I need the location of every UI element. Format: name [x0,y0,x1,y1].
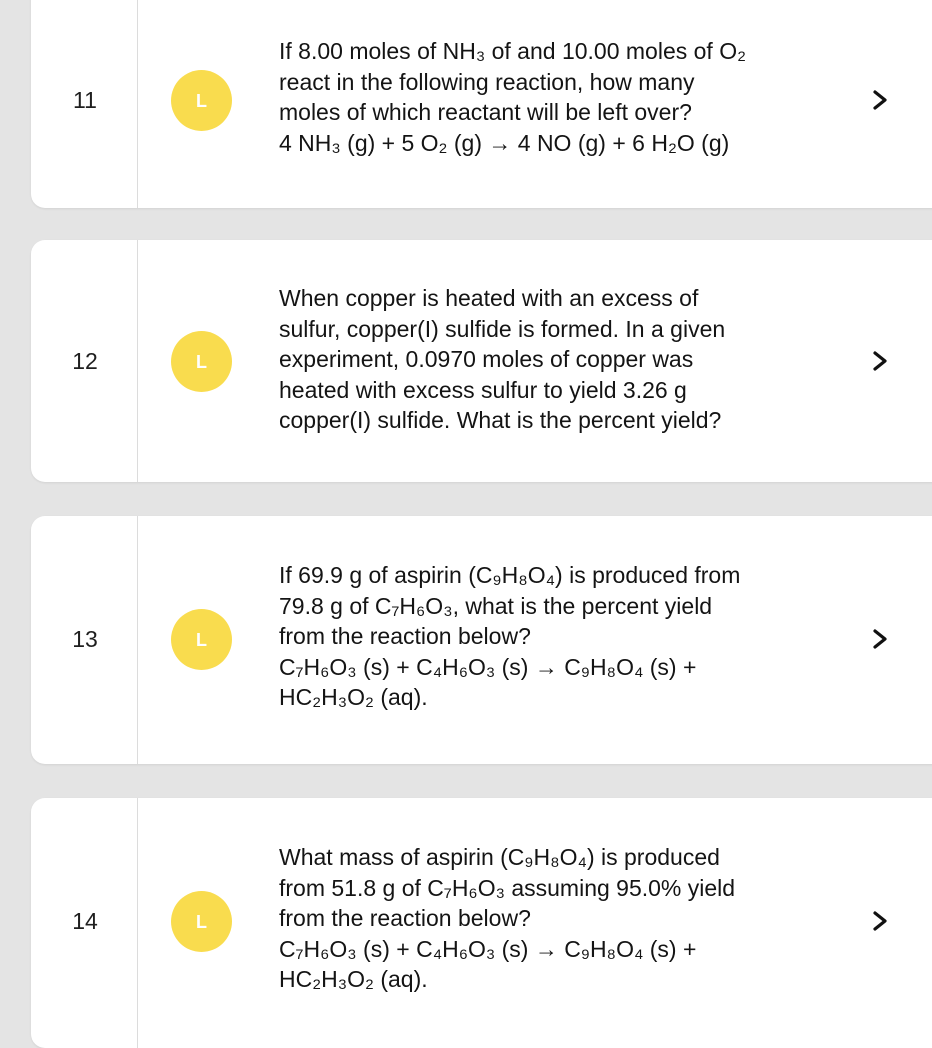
question-text [279,842,827,995]
question-line: heated with excess sulfur to yield 3.26 g [279,376,687,403]
question-card-12[interactable] [31,240,932,482]
question-card-13[interactable] [31,516,932,764]
chevron-right-icon[interactable] [865,85,895,115]
badge-letter: L [196,90,207,111]
card-divider [137,798,138,1048]
question-line: react in the following reaction, how many [279,68,695,95]
letter-l-badge-icon [171,331,232,392]
chevron-right-icon[interactable] [865,624,895,654]
question-card-14[interactable] [31,798,932,1048]
question-number: 12 [72,348,98,374]
question-number: 11 [73,87,97,113]
question-line: moles of which reactant will be left over? [279,99,692,125]
question-card-11[interactable] [31,0,932,208]
question-line: HC₂H₃O₂ (aq). [279,966,428,992]
question-text [279,560,827,713]
question-line: If 8.00 moles of NH₃ of and 10.00 moles of O₂ [279,38,747,64]
question-line: C₇H₆O₃ (s) + C₄H₆O₃ (s) → C₉H₈O₄ (s) + [279,935,697,962]
chevron-right-icon[interactable] [865,906,895,936]
question-line: from the reaction below? [279,623,531,649]
question-number: 13 [72,626,98,652]
letter-l-badge-icon [171,609,232,670]
badge-letter: L [196,629,207,650]
card-divider [137,0,138,208]
question-line: sulfur, copper(I) sulfide is formed. In a given [279,315,726,342]
card-divider [137,240,138,482]
card-divider [137,516,138,764]
chevron-right-icon[interactable] [865,346,895,376]
question-text [279,283,827,436]
badge-letter: L [196,351,207,372]
letter-l-badge-icon [171,70,232,131]
question-line: C₇H₆O₃ (s) + C₄H₆O₃ (s) → C₉H₈O₄ (s) + [279,653,697,680]
question-number: 14 [72,908,98,934]
question-line: from 51.8 g of C₇H₆O₃ assuming 95.0% yield [279,874,736,901]
question-text [279,36,827,158]
question-line: experiment, 0.0970 moles of copper was [279,346,694,372]
question-line: If 69.9 g of aspirin (C₉H₈O₄) is produced from [279,562,741,588]
question-line: What mass of aspirin (C₉H₈O₄) is produced [279,844,720,870]
question-line: 79.8 g of C₇H₆O₃, what is the percent yield [279,592,713,619]
question-line: 4 NH₃ (g) + 5 O₂ (g) → 4 NO (g) + 6 H₂O (g) [279,129,730,156]
question-line: HC₂H₃O₂ (aq). [279,684,428,710]
question-line: from the reaction below? [279,905,531,931]
badge-letter: L [196,911,207,932]
question-line: When copper is heated with an excess of [279,285,699,311]
question-line: copper(I) sulfide. What is the percent yield? [279,407,722,433]
letter-l-badge-icon [171,891,232,952]
